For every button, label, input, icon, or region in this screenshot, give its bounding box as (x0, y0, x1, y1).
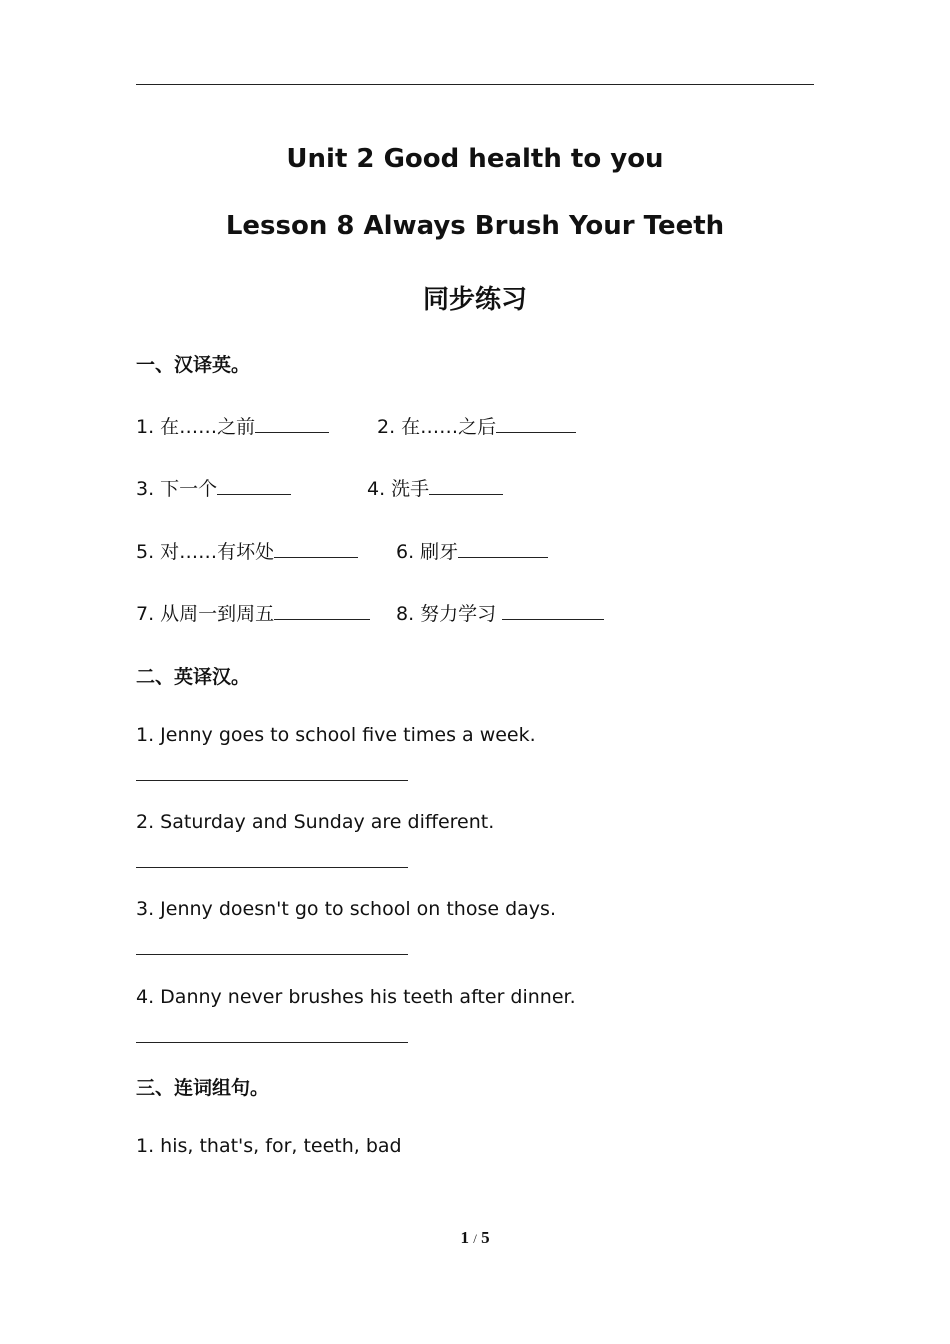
page-current: 1 (460, 1228, 469, 1247)
title-practice: 同步练习 (422, 285, 527, 315)
vocab-item-label: 1. 在……之前 (136, 416, 256, 438)
section1-heading: 一、汉译英。 (136, 354, 251, 376)
answer-blank[interactable] (274, 539, 358, 558)
page-separator: / (473, 1231, 477, 1246)
vocab-item-5 (136, 537, 358, 564)
vocab-item-8 (396, 599, 604, 626)
vocab-item-label: 8. 努力学习 (396, 603, 503, 625)
section2-heading: 二、英译汉。 (136, 666, 251, 688)
page-total: 5 (481, 1228, 490, 1247)
vocab-item-label: 4. 洗手 (367, 478, 430, 500)
answer-line[interactable] (136, 1042, 408, 1043)
answer-line[interactable] (136, 867, 408, 868)
translation-sentence-3: 3. Jenny doesn't go to school on those days. (136, 898, 556, 920)
vocab-item-label: 2. 在……之后 (377, 416, 497, 438)
answer-line[interactable] (136, 954, 408, 955)
answer-blank[interactable] (429, 476, 503, 495)
title-lesson: Lesson 8 Always Brush Your Teeth (225, 211, 725, 241)
page-number (0, 1228, 950, 1248)
answer-blank[interactable] (274, 601, 370, 620)
answer-line[interactable] (136, 780, 408, 781)
title-unit: Unit 2 Good health to you (286, 144, 664, 174)
answer-blank[interactable] (458, 539, 548, 558)
translation-sentence-2: 2. Saturday and Sunday are different. (136, 811, 495, 833)
vocab-item-label: 3. 下一个 (136, 478, 218, 500)
answer-blank[interactable] (502, 601, 604, 620)
answer-blank[interactable] (217, 476, 291, 495)
translation-sentence-4: 4. Danny never brushes his teeth after dinner. (136, 986, 576, 1008)
vocab-item-label: 7. 从周一到周五 (136, 603, 275, 625)
answer-blank[interactable] (255, 414, 329, 433)
translation-sentence-1: 1. Jenny goes to school five times a week. (136, 724, 536, 746)
vocab-item-3 (136, 474, 291, 501)
word-order-item-1: 1. his, that's, for, teeth, bad (136, 1135, 402, 1157)
header-rule (136, 84, 814, 85)
vocab-item-label: 6. 刷牙 (396, 541, 459, 563)
vocab-item-2 (377, 412, 576, 439)
section3-heading: 三、连词组句。 (136, 1077, 270, 1099)
vocab-item-label: 5. 对……有坏处 (136, 541, 275, 563)
vocab-item-6 (396, 537, 548, 564)
vocab-item-4 (367, 474, 503, 501)
answer-blank[interactable] (496, 414, 576, 433)
vocab-item-1 (136, 412, 329, 439)
vocab-item-7 (136, 599, 370, 626)
